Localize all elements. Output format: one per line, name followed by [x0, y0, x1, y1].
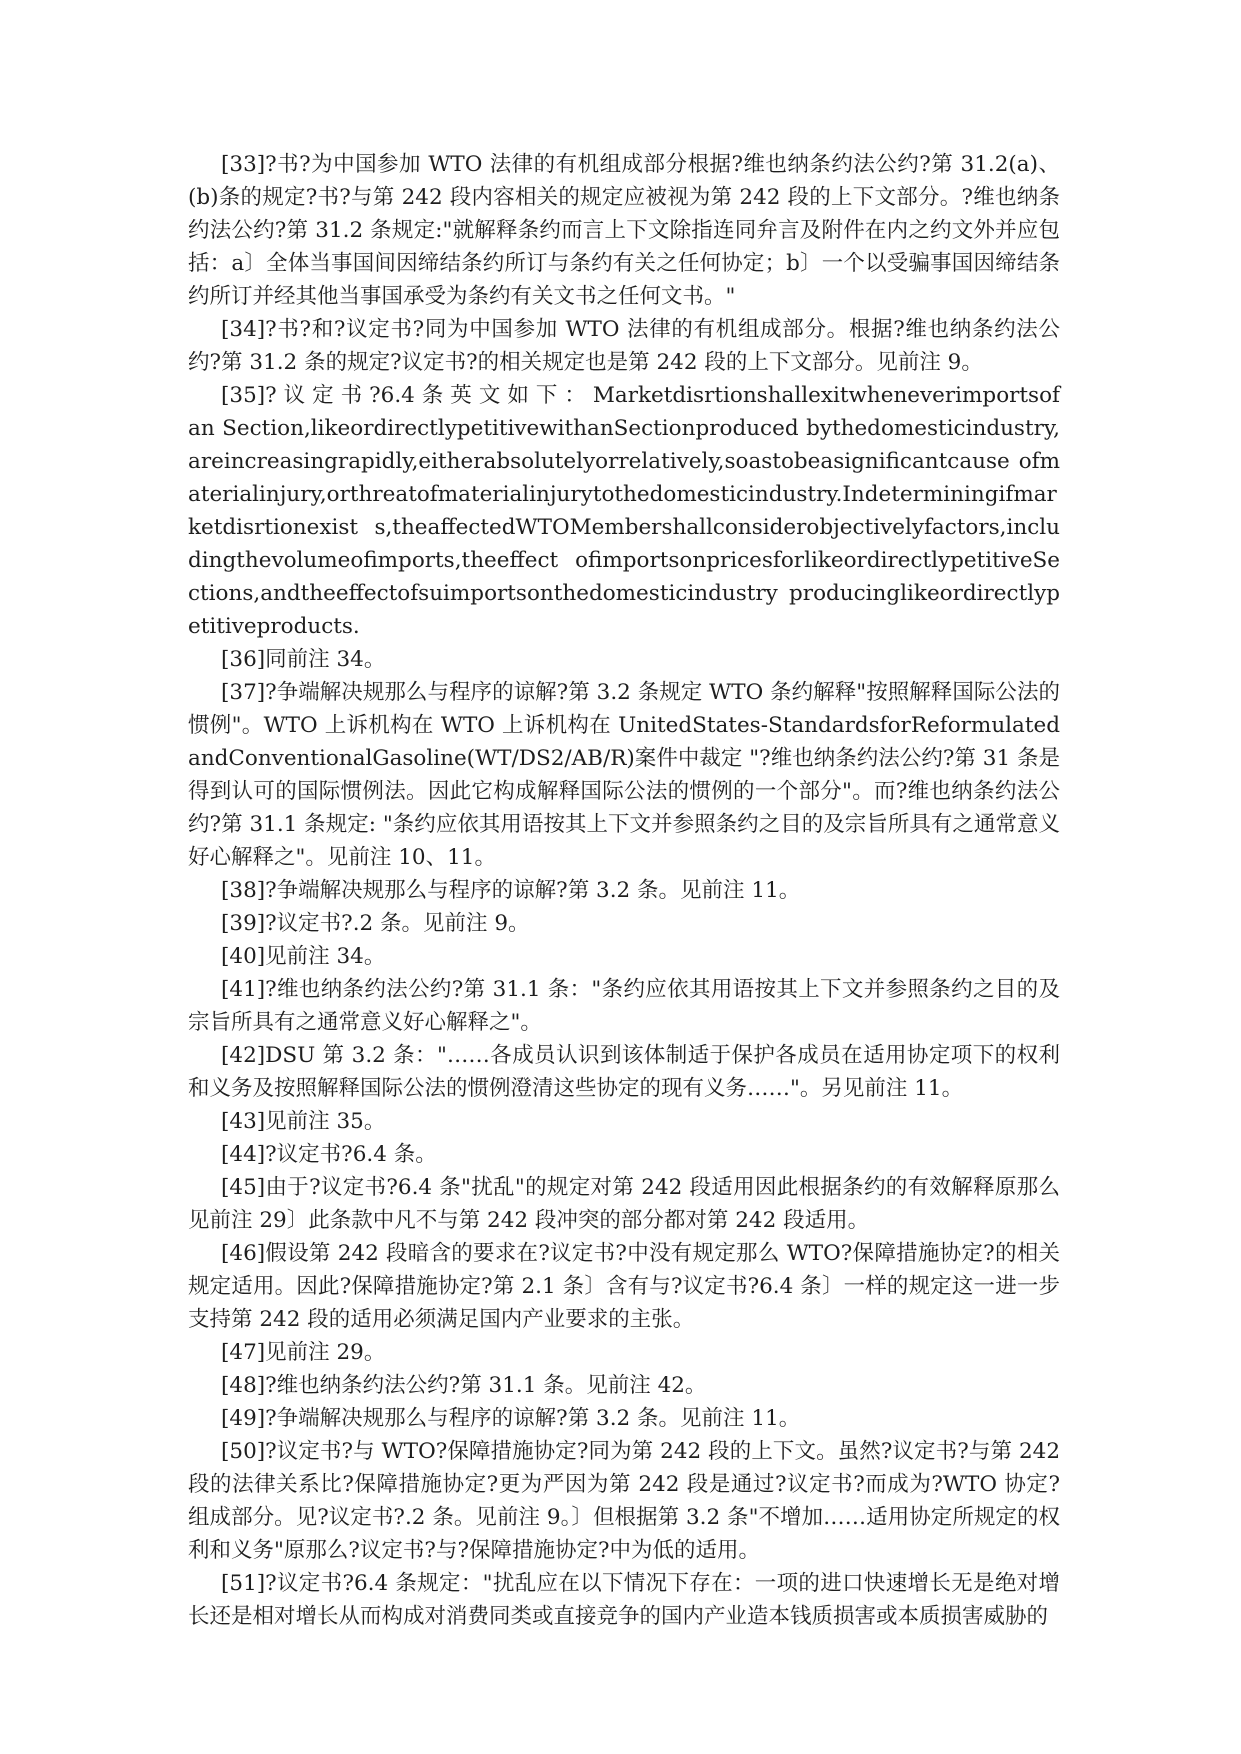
footnote-46: [46]假设第 242 段暗含的要求在?议定书?中没有规定那么 WTO?保障措施协定?的相关规定适用。因此?保障措施协定?第 2.1 条〕含有与?议定书?6.4 条〕一样的规定这一进一步支持第 242 段的适用必须满足国内产业要求的主张。 — [188, 1241, 1060, 1332]
footnote-50: [50]?议定书?与 WTO?保障措施协定?同为第 242 段的上下文。虽然?议定书?与第 242 段的法律关系比?保障措施协定?更为严因为第 242 段是通过?议定书?而成为?WTO 协定?组成部分。见?议定书?.2 条。见前注 9。〕但根据第 3.2 条"不增加……适用协定所规定的权利和义务"原那么?议定书?与?保障措施协定?中为低的适用。 — [188, 1439, 1060, 1563]
footnote-45: [45]由于?议定书?6.4 条"扰乱"的规定对第 242 段适用因此根据条约的有效解释原那么见前注 29〕此条款中凡不与第 242 段冲突的部分都对第 242 段适用。 — [188, 1175, 1060, 1233]
footnote-39: [39]?议定书?.2 条。见前注 9。 — [221, 911, 530, 936]
footnote-34: [34]?书?和?议定书?同为中国参加 WTO 法律的有机组成部分。根据?维也纳条约法公约?第 31.2 条的规定?议定书?的相关规定也是第 242 段的上下文部分。见前注 9。 — [188, 317, 1060, 375]
footnote-51: [51]?议定书?6.4 条规定："扰乱应在以下情况下存在：一项的进口快速增长无是绝对增长还是相对增长从而构成对消费同类或直接竞争的国内产业造本钱质损害或本质损害威胁的 — [188, 1571, 1060, 1629]
footnote-37: [37]?争端解决规那么与程序的谅解?第 3.2 条规定 WTO 条约解释"按照解释国际公法的惯例"。WTO 上诉机构在 WTO 上诉机构在 UnitedStates-StandardsforReformulatedandConventionalGasoline(WT/DS2/AB/R)案件中裁定 "?维也纳条约法公约?第 31 条是得到认可的国际惯例法。因此它构成解释国际公法的惯例的一个部分"。而?维也纳条约法公约?第 31.1 条规定: "条约应依其用语按其上下文并参照条约之目的及宗旨所具有之通常意义好心解释之"。见前注 10、11。 — [188, 680, 1060, 870]
footnote-36: [36]同前注 34。 — [221, 647, 386, 672]
footnote-40: [40]见前注 34。 — [221, 944, 386, 969]
footnote-48: [48]?维也纳条约法公约?第 31.1 条。见前注 42。 — [221, 1373, 707, 1398]
footnote-42: [42]DSU 第 3.2 条："……各成员认识到该体制适于保护各成员在适用协定项下的权利和义务及按照解释国际公法的惯例澄清这些协定的现有义务……"。另见前注 11。 — [188, 1043, 1060, 1101]
footnote-43: [43]见前注 35。 — [221, 1109, 386, 1134]
footnote-41: [41]?维也纳条约法公约?第 31.1 条："条约应依其用语按其上下文并参照条约之目的及宗旨所具有之通常意义好心解释之"。 — [188, 977, 1060, 1035]
footnote-49: [49]?争端解决规那么与程序的谅解?第 3.2 条。见前注 11。 — [221, 1406, 801, 1431]
footnotes-body — [188, 148, 1060, 1633]
footnote-35: [35]? 议 定 书 ?6.4 条 英 文 如 下 ： Marketdisrtionshallexitwheneverimportsofan Section,likeordirectlypetitivewithanSectionproduced bythedomesticindustry,areincreasingrapidly,eitherabsolutelyorrelatively,soastobeasignificantcause ofmaterialinjury,orthreatofmaterialinjurytothedomesticindustry.Indeterminingifmarketdisrtionexist s,theaffectedWTOMembershallconsiderobjectivelyfactors,includingthevolumeofimports,theeffect ofimportsonpricesforlikeordirectlypetitiveSections,andtheeffectofsuimportsonthedomesticindustry producinglikeordirectlypetitiveproducts. — [188, 383, 1060, 639]
footnote-44: [44]?议定书?6.4 条。 — [221, 1142, 437, 1167]
footnote-47: [47]见前注 29。 — [221, 1340, 386, 1365]
footnote-38: [38]?争端解决规那么与程序的谅解?第 3.2 条。见前注 11。 — [221, 878, 801, 903]
footnote-33: [33]?书?为中国参加 WTO 法律的有机组成部分根据?维也纳条约法公约?第 31.2(a)、(b)条的规定?书?与第 242 段内容相关的规定应被视为第 242 段的上下文部分。?维也纳条约法公约?第 31.2 条规定:"就解释条约而言上下文除指连同弁言及附件在内之约文外并应包括：a〕全体当事国间因缔结条约所订与条约有关之任何协定；b〕一个以受骗事国因缔结条约所订并经其他当事国承受为条约有关文书之任何文书。" — [188, 152, 1060, 309]
